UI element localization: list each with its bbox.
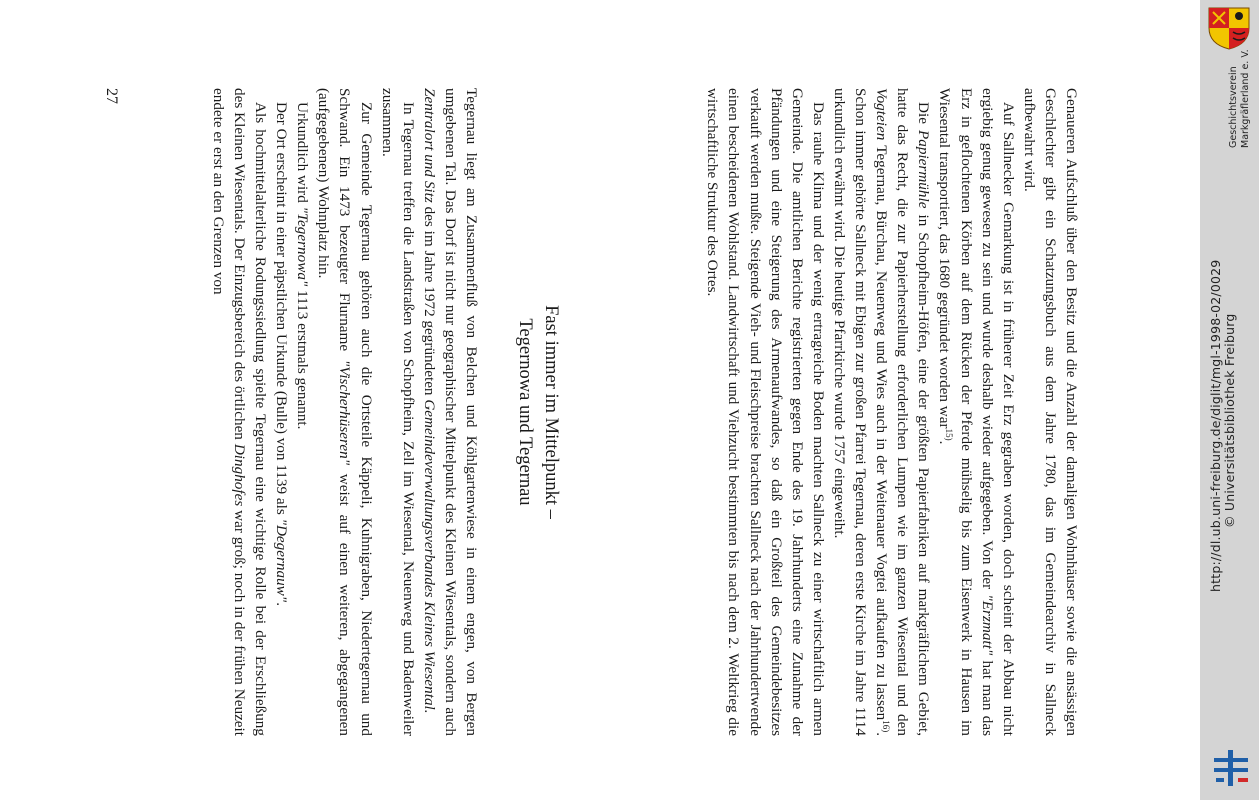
emphasis-text: Zentralort und Sitz <box>420 88 438 203</box>
paragraph-text: Als hochmittelalterliche Rodungssiedlung spielte Tegernau eine wichtige Rolle bei der Erschließung des Kleinen Wiesentals. Der Einzugsbereich des örtlichen <box>230 88 270 736</box>
paragraph <box>702 88 829 736</box>
paragraph-text: Genaueren Aufschluß über den Besitz und die Anzahl der damaligen Wohnhäuser sowie die ansässigen Geschlechter gibt ein Schatzungsbuch aus dem Jahre 1780, das im Gemeindearchiv in Sallneck aufbewahrt wird. <box>1020 88 1080 736</box>
text-block-sallneck <box>702 88 1082 736</box>
paragraph-text: hat man das Erz in geflochtenen Körben auf dem Rücken der Pferde mühselig bis zum Eisenwerk in Hausen im Wiesental transportiert, das 1680 gegründet worden war <box>936 88 996 736</box>
section-heading <box>512 88 564 736</box>
document-url-link[interactable]: http://dl.ub.uni-freiburg.de/diglit/mgl-1998-02/0029 <box>1208 259 1223 592</box>
page-number: 27 <box>103 88 120 104</box>
paragraph-text: weist auf einen weiteren, abgegangenen (aufgegebenen) Wohnplatz hin. <box>315 88 354 736</box>
paragraph-text: Tegernau, Bürchau, Neuenweg und Wies auch in der Weitenauer Vogtei aufkaufen zu lassen <box>873 140 891 721</box>
paragraph <box>829 88 934 736</box>
paragraph-text: des im Jahre 1972 gegründeten <box>420 202 438 400</box>
paragraph-text: Tegernau liegt am Zusammenfluß von Belchen und Köhlgartenwiese in einem engen, von Bergen umgebenen Tal. Das Dorf ist nicht nur geographischer Mittelpunkt des Kleinen Wiesentals, sondern auch <box>441 88 480 736</box>
text-block-tegernau <box>208 88 482 736</box>
heading-line: Tegernowa und Tegernau <box>515 318 535 506</box>
paragraph-text: Der Ort erscheint in einer päpstlichen Urkunde (Bulle) von 1139 als <box>273 102 291 519</box>
paragraph-text: Die <box>915 102 933 130</box>
paragraph <box>208 88 271 736</box>
emphasis-text: Vogteien <box>873 88 891 141</box>
society-name-line: Geschichtsverein <box>1228 66 1239 148</box>
emphasis-text: Papiermühle <box>915 129 933 209</box>
paragraph <box>313 88 376 736</box>
ub-freiburg-logo-icon <box>1210 748 1254 788</box>
coat-of-arms-icon <box>1205 6 1253 50</box>
emphasis-text: "Degernauw" <box>273 518 291 603</box>
paragraph-text: . <box>936 440 954 445</box>
society-name-line: Markgräflerland e. V. <box>1240 49 1251 148</box>
paragraph-text: Das rauhe Klima und der wenig ertragreiche Boden machten Sallneck zu einer wirtschaftlich armen Gemeinde. Die amtlichen Berichte registrierten gegen Ende des 19. Jahrhunderts eine Zunahme der Pfändungen und eine Steigerung des Armenaufwandes, so daß ein Großteil des Gemeindebesitzes verkauft werden mußte. Steigende Vieh- und Fleischpreise brachten Sallneck nach der Jahrhundertwende einen bescheidenen Wohlstand. Landwirtschaft und Viehzucht bestimmten bis nach dem 2. Weltkrieg die wirtschaftliche Struktur des Ortes. <box>704 88 827 736</box>
scanned-page <box>72 88 1082 788</box>
paragraph <box>292 88 313 736</box>
paragraph <box>1019 88 1082 736</box>
paragraph-text: war groß; noch in der frühen Neuzeit endete er erst an den Grenzen von <box>209 88 248 736</box>
emphasis-text: Gemeindeverwaltungsverbandes Kleines Wiesental. <box>420 399 438 714</box>
emphasis-text: "Tegernowa" <box>294 206 312 287</box>
copyright-notice: © Universitätsbibliothek Freiburg <box>1222 313 1237 528</box>
paragraph-text: in Schopfheim-Höfen, eine der größten Papierfabriken auf markgräflichem Gebiet, hatte das Recht, die zur Papierherstellung erforderlichen Lumpen wie im ganzen Wiesental und den <box>894 88 933 736</box>
paragraph <box>377 88 419 736</box>
paragraph-text: 1113 erstmals genannt. <box>294 286 312 430</box>
paragraph-text: . <box>273 602 291 606</box>
paragraph-text: Urkundlich wird <box>294 102 312 207</box>
paragraph-text: Auf Sallnecker Gemarkung ist in früherer Zeit Erz gegraben worden, doch scheint der Abbau nicht ergiebig genug gewesen zu sein und wurde deshalb wieder aufgegeben. Von der <box>978 88 1017 736</box>
paragraph-text: . Schon immer gehörte Sallneck mit Ebigen zur großen Pfarrei Tegernau, deren erste Kirche im Jahre 1114 urkundlich erwähnt wird. Die heutige Pfarrkirche wurde 1757 eingeweiht. <box>830 88 891 736</box>
emphasis-text: Dinghofes <box>230 443 248 507</box>
paragraph-text: In Tegernau treffen die Landstraßen von Schopfheim, Zell im Wiesental, Neuenweg und Badenweiler zusammen. <box>378 88 417 736</box>
paragraph <box>934 88 1018 736</box>
emphasis-text: "Vischerhüseren" <box>336 359 354 466</box>
footnote-ref: 15) <box>944 428 955 441</box>
paragraph-text: Zur Gemeinde Tegernau gehören auch die Ortsteile Käppeli, Kuhnigraben, Niedertegernau und Schwand. Ein 1473 bezeugter Flurname <box>336 88 375 736</box>
paragraph <box>271 88 292 736</box>
paragraph <box>419 88 482 736</box>
emphasis-text: "Erzmatt" <box>978 594 996 656</box>
heading-line: Fast immer im Mittelpunkt – <box>541 305 561 519</box>
footnote-ref: 16) <box>881 720 892 733</box>
